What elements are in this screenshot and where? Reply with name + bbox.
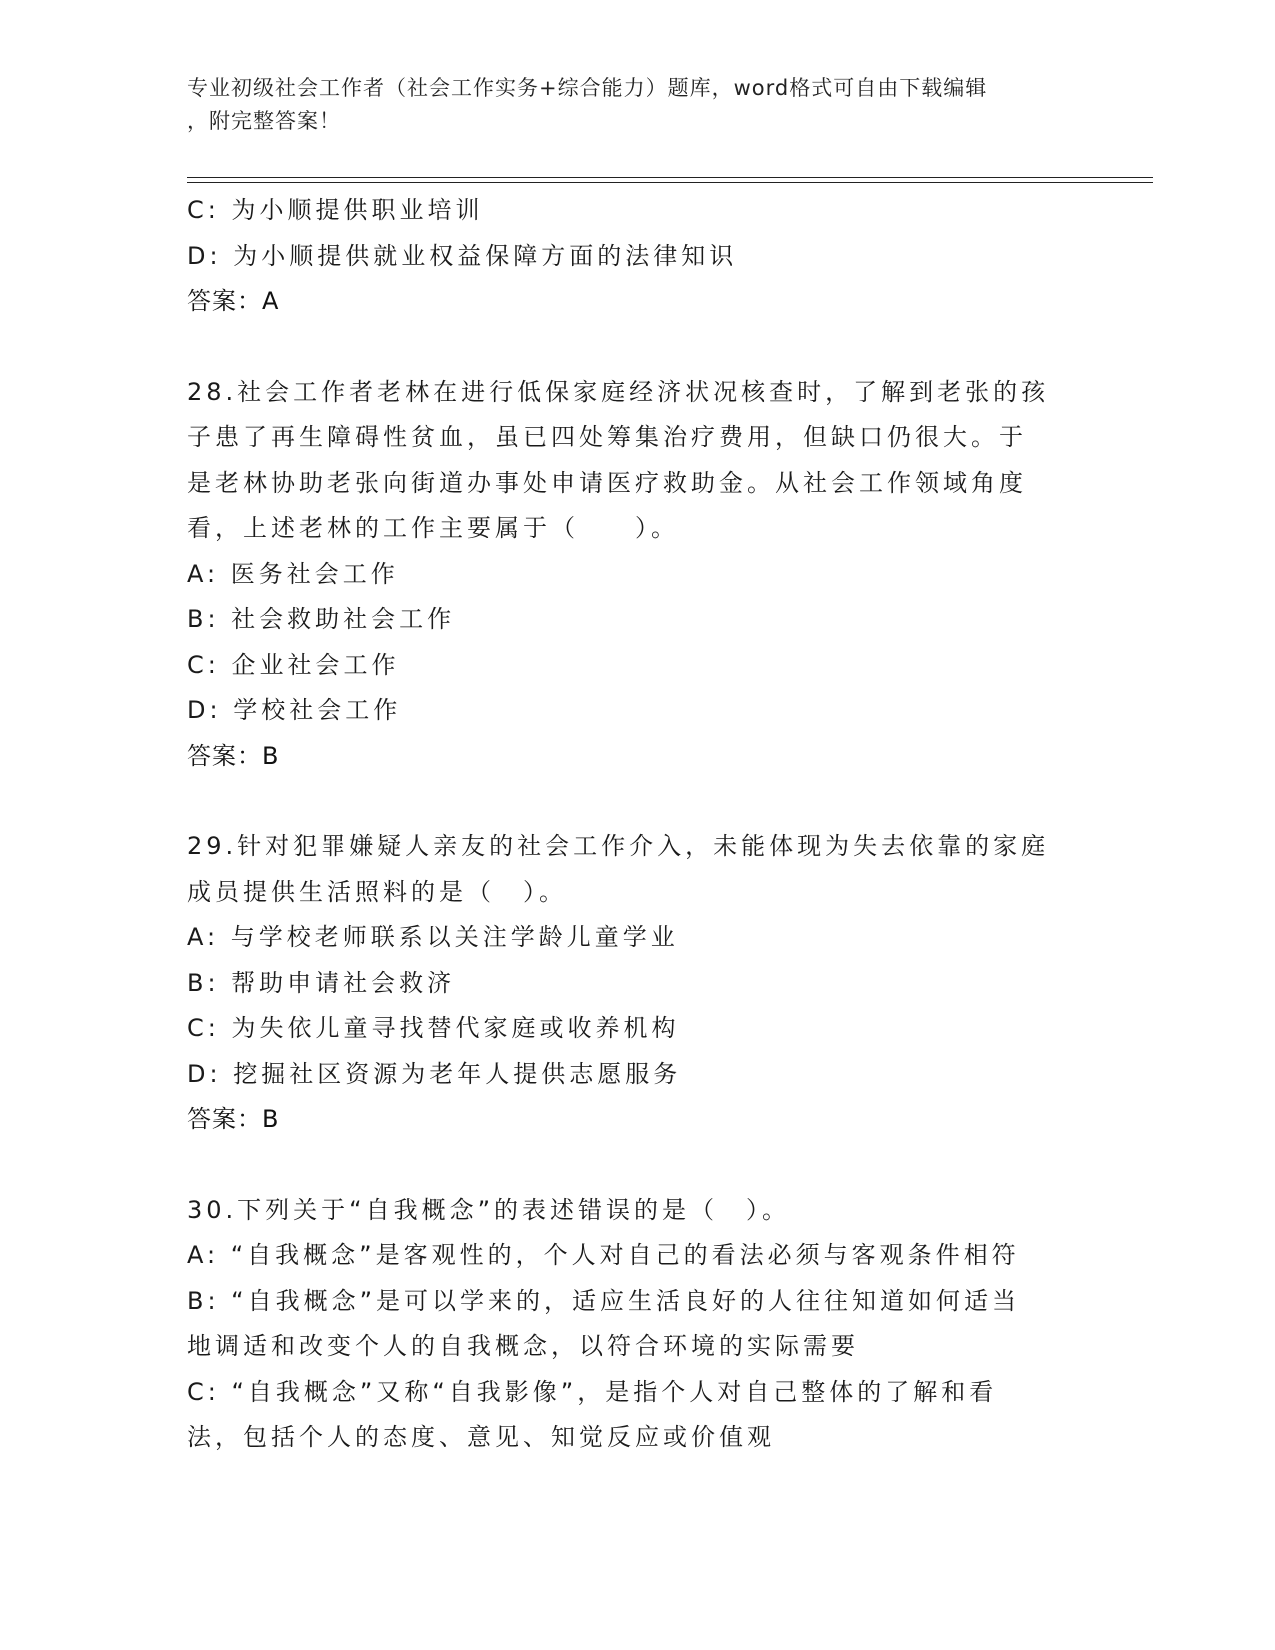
question-stem-line: 成员提供生活照料的是（ ）。 xyxy=(187,877,567,906)
answer: 答案：A xyxy=(187,287,280,315)
question-stem-line: 30.下列关于“自我概念”的表述错误的是（ ）。 xyxy=(187,1195,791,1224)
option-a: A: 医务社会工作 xyxy=(187,559,399,588)
question-30 xyxy=(187,1188,1087,1461)
document-header xyxy=(187,72,1087,138)
option-b: B: 社会救助社会工作 xyxy=(187,605,456,633)
option-c: C: 企业社会工作 xyxy=(187,650,400,679)
option-c: C: “自我概念”又称“自我影像”，是指个人对自己整体的了解和看 xyxy=(187,1377,998,1406)
answer: 答案：B xyxy=(187,741,280,770)
question-stem-line: 子患了再生障碍性贫血，虽已四处筹集治疗费用，但缺口仍很大。于 xyxy=(187,423,1027,451)
option-d: D: 为小顺提供就业权益保障方面的法律知识 xyxy=(187,241,738,270)
option-b-continued: 地调适和改变个人的自我概念，以符合环境的实际需要 xyxy=(187,1332,859,1360)
header-line-2: ，附完整答案！ xyxy=(187,109,341,133)
option-c: C: 为小顺提供职业培训 xyxy=(187,196,484,224)
question-content xyxy=(187,188,1087,1461)
header-line-1: 专业初级社会工作者（社会工作实务+综合能力）题库，word格式可自由下载编辑 xyxy=(187,76,988,100)
option-b: B: 帮助申请社会救济 xyxy=(187,968,456,997)
option-a: A: “自我概念”是客观性的，个人对自己的看法必须与客观条件相符 xyxy=(187,1241,1020,1269)
option-d: D: 挖掘社区资源为老年人提供志愿服务 xyxy=(187,1059,682,1088)
option-c-continued: 法，包括个人的态度、意见、知觉反应或价值观 xyxy=(187,1423,775,1451)
question-28 xyxy=(187,370,1087,780)
answer: 答案：B xyxy=(187,1105,280,1133)
question-stem-line: 29.针对犯罪嫌疑人亲友的社会工作介入，未能体现为失去依靠的家庭 xyxy=(187,832,1050,860)
option-d: D: 学校社会工作 xyxy=(187,696,402,724)
option-b: B: “自我概念”是可以学来的，适应生活良好的人往往知道如何适当 xyxy=(187,1286,1021,1315)
question-29 xyxy=(187,824,1087,1143)
option-a: A: 与学校老师联系以关注学龄儿童学业 xyxy=(187,923,679,951)
header-divider xyxy=(187,177,1153,183)
previous-question-tail xyxy=(187,188,1087,325)
question-stem-line: 是老林协助老张向街道办事处申请医疗救助金。从社会工作领域角度 xyxy=(187,468,1027,497)
option-c: C: 为失依儿童寻找替代家庭或收养机构 xyxy=(187,1014,680,1042)
question-stem-line: 看，上述老林的工作主要属于（ ）。 xyxy=(187,514,679,542)
question-stem-line: 28.社会工作者老林在进行低保家庭经济状况核查时，了解到老张的孩 xyxy=(187,377,1050,406)
